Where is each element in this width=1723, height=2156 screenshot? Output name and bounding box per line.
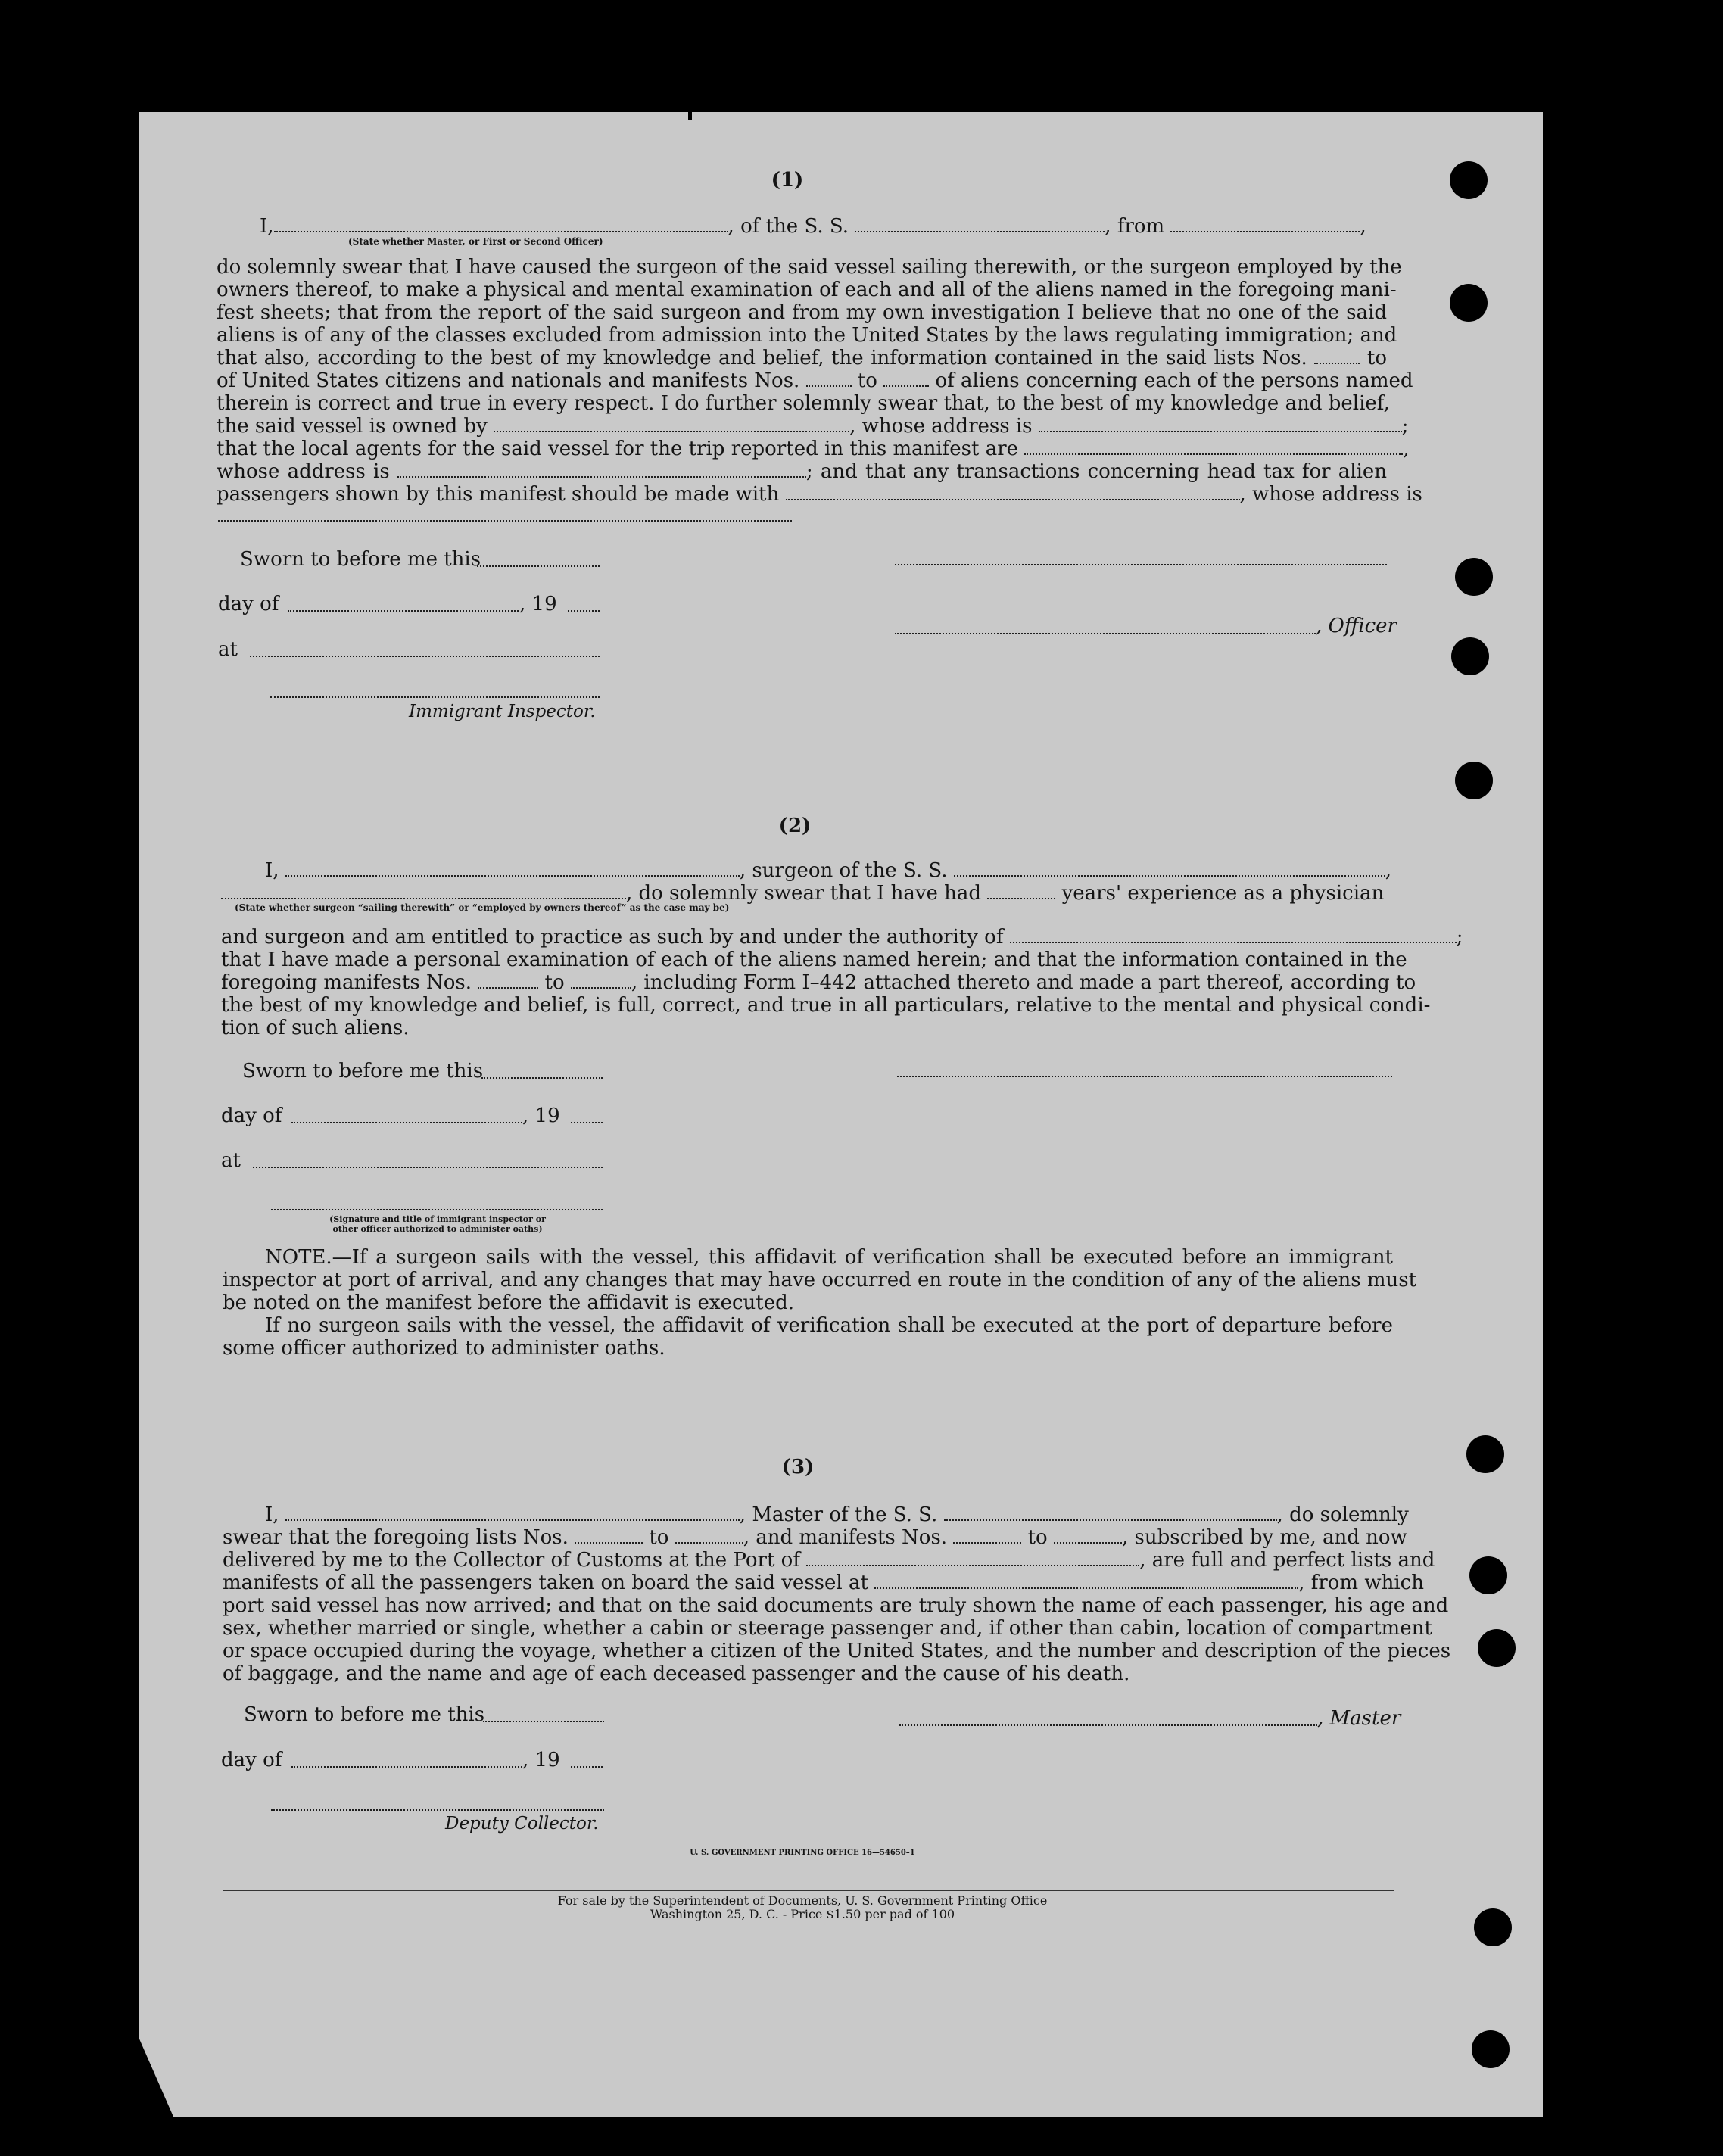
- manifest-to-field[interactable]: [883, 372, 929, 387]
- manifest-from-field[interactable]: [478, 974, 538, 989]
- binder-hole: [1472, 2030, 1510, 2068]
- note-line: inspector at port of arrival, and any changes that may have occurred en route in the condition of any of the aliens must: [223, 1269, 1417, 1291]
- oath-line: and surgeon and am entitled to practice as such by and under the authority of ;: [221, 926, 1463, 949]
- note-line: If no surgeon sails with the vessel, the affidavit of verification shall be executed at the port of departure before: [265, 1314, 1393, 1337]
- oath-line: manifests of all the passengers taken on board the said vessel at , from which: [223, 1572, 1424, 1594]
- oath-2-line-1: I, , surgeon of the S. S. ,: [265, 859, 1392, 882]
- year-field[interactable]: [571, 1766, 603, 1768]
- text: I,: [260, 215, 274, 238]
- oath-line: whose address is ; and that any transactions concerning head tax for alien: [217, 460, 1388, 483]
- sale-notice-1: For sale by the Superintendent of Documents, U. S. Government Printing Office: [557, 1893, 1048, 1908]
- oath-line: the best of my knowledge and belief, is full, correct, and true in all particulars, relative to the mental and physical condi-: [221, 994, 1431, 1017]
- day-of-label: day of: [221, 1104, 282, 1127]
- signature-caption-1: (Signature and title of immigrant inspector or: [329, 1214, 546, 1224]
- officer-rank-caption: (State whether Master, or First or Second Officer): [348, 236, 603, 247]
- sworn-label: Sworn to before me this: [242, 1060, 484, 1083]
- text: , from: [1105, 215, 1165, 238]
- oath-line: do solemnly swear that I have caused the surgeon of the said vessel sailing therewith, or the surgeon employed by the: [217, 256, 1402, 279]
- oath-line: tion of such aliens.: [221, 1017, 410, 1039]
- customs-port-field[interactable]: [806, 1551, 1139, 1566]
- binder-hole: [1474, 1908, 1512, 1946]
- oath-line: that the local agents for the said vessel for the trip reported in this manifest are ,: [217, 438, 1410, 460]
- section-1-heading: (1): [771, 169, 804, 192]
- master-signature-field[interactable]: [899, 1724, 1317, 1726]
- place-field[interactable]: [253, 1167, 603, 1168]
- lists-from-field[interactable]: [1314, 349, 1360, 364]
- surgeon-status-caption: (State whether surgeon “sailing therewith” or “employed by owners thereof” as the case may be): [235, 902, 730, 913]
- printing-office-imprint: U. S. GOVERNMENT PRINTING OFFICE 16—54650–1: [690, 1849, 915, 1857]
- binder-hole: [1466, 1435, 1504, 1473]
- sworn-day-field[interactable]: [481, 1077, 603, 1079]
- collector-title: Deputy Collector.: [445, 1814, 599, 1834]
- note-line: some officer authorized to administer oaths.: [223, 1337, 665, 1360]
- head-tax-contact-field[interactable]: [786, 485, 1240, 500]
- month-field[interactable]: [291, 1122, 522, 1123]
- officer-signature-line-1[interactable]: [895, 564, 1387, 565]
- local-agents-field[interactable]: [1024, 440, 1403, 455]
- note-line: be noted on the manifest before the affidavit is executed.: [223, 1291, 795, 1314]
- text: ,: [1360, 215, 1366, 238]
- binder-hole: [1450, 284, 1488, 322]
- oath-2-line-2: , do solemnly swear that I have had years' experience as a physician: [221, 882, 1384, 905]
- binder-hole: [1455, 558, 1493, 596]
- oath-line: swear that the foregoing lists Nos. to , and manifests Nos. to , subscribed by me, and now: [223, 1526, 1407, 1549]
- text: , of the S. S.: [728, 215, 849, 238]
- section-3-heading: (3): [781, 1456, 815, 1478]
- note-block: [223, 1246, 1417, 1360]
- owner-address-field[interactable]: [1039, 417, 1402, 432]
- surgeon-status-field[interactable]: [221, 884, 626, 899]
- manifest-to-field[interactable]: [1054, 1528, 1122, 1544]
- manifest-from-field[interactable]: [806, 372, 852, 387]
- year-prefix: , 19: [519, 593, 557, 615]
- footer-rule: [223, 1890, 1394, 1891]
- month-field[interactable]: [288, 610, 519, 612]
- vessel-owner-field[interactable]: [494, 417, 849, 432]
- year-prefix: , 19: [522, 1749, 560, 1771]
- vessel-name-field[interactable]: [855, 217, 1105, 232]
- binder-hole: [1450, 161, 1488, 199]
- oath-line: of United States citizens and nationals and manifests Nos. to of aliens concerning each of the persons named: [217, 369, 1413, 392]
- head-tax-address-field[interactable]: [218, 520, 792, 522]
- year-field[interactable]: [571, 1122, 603, 1123]
- oath-line: delivered by me to the Collector of Customs at the Port of , are full and perfect lists and: [223, 1549, 1435, 1572]
- oath-line: passengers shown by this manifest should be made with , whose address is: [217, 483, 1422, 506]
- sale-notice-2: Washington 25, D. C. - Price $1.50 per pad of 100: [650, 1907, 955, 1921]
- officer-rank-field[interactable]: [274, 217, 728, 232]
- binder-hole: [1455, 762, 1493, 799]
- binder-hole: [1478, 1629, 1516, 1667]
- signature-caption-2: other officer authorized to administer oaths): [332, 1224, 543, 1234]
- year-field[interactable]: [568, 610, 600, 612]
- oath-line: aliens is of any of the classes excluded from admission into the United States by the laws regulating immigration; and: [217, 324, 1397, 347]
- lists-from-field[interactable]: [575, 1528, 643, 1544]
- departure-port-field[interactable]: [1170, 217, 1360, 232]
- sworn-label: Sworn to before me this: [240, 548, 481, 571]
- inspector-signature-field[interactable]: [271, 1209, 603, 1210]
- note-line: NOTE.—If a surgeon sails with the vessel, this affidavit of verification shall be executed before an immigrant: [265, 1246, 1393, 1269]
- sworn-label: Sworn to before me this: [244, 1703, 485, 1726]
- oath-line: sex, whether married or single, whether a cabin or steerage passenger and, if other than cabin, location of compartment: [223, 1617, 1432, 1640]
- edge-notch: [688, 110, 692, 120]
- manifest-from-field[interactable]: [953, 1528, 1021, 1544]
- month-field[interactable]: [291, 1766, 522, 1768]
- day-of-label: day of: [221, 1749, 282, 1771]
- agents-address-field[interactable]: [397, 463, 806, 478]
- oath-1-line-1: [260, 215, 1366, 238]
- lists-to-field[interactable]: [675, 1528, 743, 1544]
- surgeon-vessel-field[interactable]: [954, 861, 1385, 877]
- officer-title: , Officer: [1316, 615, 1397, 637]
- place-field[interactable]: [250, 656, 600, 657]
- at-label: at: [221, 1149, 241, 1172]
- oath-line: port said vessel has now arrived; and that on the said documents are truly shown the name of each passenger, his age and: [223, 1594, 1449, 1617]
- master-vessel-field[interactable]: [944, 1506, 1277, 1521]
- oath-1-body: [217, 256, 1422, 506]
- binder-hole: [1451, 637, 1489, 675]
- oath-line: the said vessel is owned by , whose address is ;: [217, 415, 1409, 438]
- sworn-day-field[interactable]: [483, 1721, 604, 1722]
- surgeon-name-field[interactable]: [285, 861, 740, 877]
- master-name-field[interactable]: [285, 1506, 740, 1521]
- sworn-day-field[interactable]: [477, 565, 600, 567]
- oath-line: that also, according to the best of my knowledge and belief, the information contained in the said lists Nos. to: [217, 347, 1387, 369]
- oath-3-body: [223, 1503, 1451, 1685]
- oath-line: fest sheets; that from the report of the said surgeon and from my own investigation I believe that no one of the said: [217, 301, 1387, 324]
- oath-line: that I have made a personal examination of each of the aliens named herein; and that the information contained in the: [221, 949, 1407, 971]
- officer-signature-field[interactable]: [895, 633, 1316, 634]
- embarkation-port-field[interactable]: [874, 1574, 1298, 1589]
- section-2-heading: (2): [778, 815, 812, 837]
- oath-2-body: [221, 926, 1463, 1039]
- oath-line: of baggage, and the name and age of each deceased passenger and the cause of his death.: [223, 1662, 1130, 1685]
- authority-field[interactable]: [1010, 928, 1457, 943]
- oath-line: owners thereof, to make a physical and mental examination of each and all of the aliens named in the foregoing mani-: [217, 279, 1397, 301]
- inspector-signature-field[interactable]: [270, 696, 600, 698]
- manifest-to-field[interactable]: [571, 974, 631, 989]
- years-experience-field[interactable]: [987, 884, 1055, 899]
- day-of-label: day of: [218, 593, 279, 615]
- collector-signature-field[interactable]: [271, 1809, 604, 1811]
- master-title: , Master: [1317, 1707, 1401, 1730]
- at-label: at: [218, 638, 238, 661]
- surgeon-signature-field[interactable]: [897, 1076, 1392, 1077]
- year-prefix: , 19: [522, 1104, 560, 1127]
- binder-hole: [1469, 1556, 1507, 1594]
- oath-line: therein is correct and true in every respect. I do further solemnly swear that, to the best of my knowledge and belief,: [217, 392, 1390, 415]
- inspector-title: Immigrant Inspector.: [409, 702, 596, 721]
- oath-line: foregoing manifests Nos. to , including Form I–442 attached thereto and made a part thereof, according to: [221, 971, 1416, 994]
- oath-line: I, , Master of the S. S. , do solemnly: [265, 1503, 1409, 1526]
- oath-line: or space occupied during the voyage, whether a citizen of the United States, and the number and description of the pieces: [223, 1640, 1451, 1662]
